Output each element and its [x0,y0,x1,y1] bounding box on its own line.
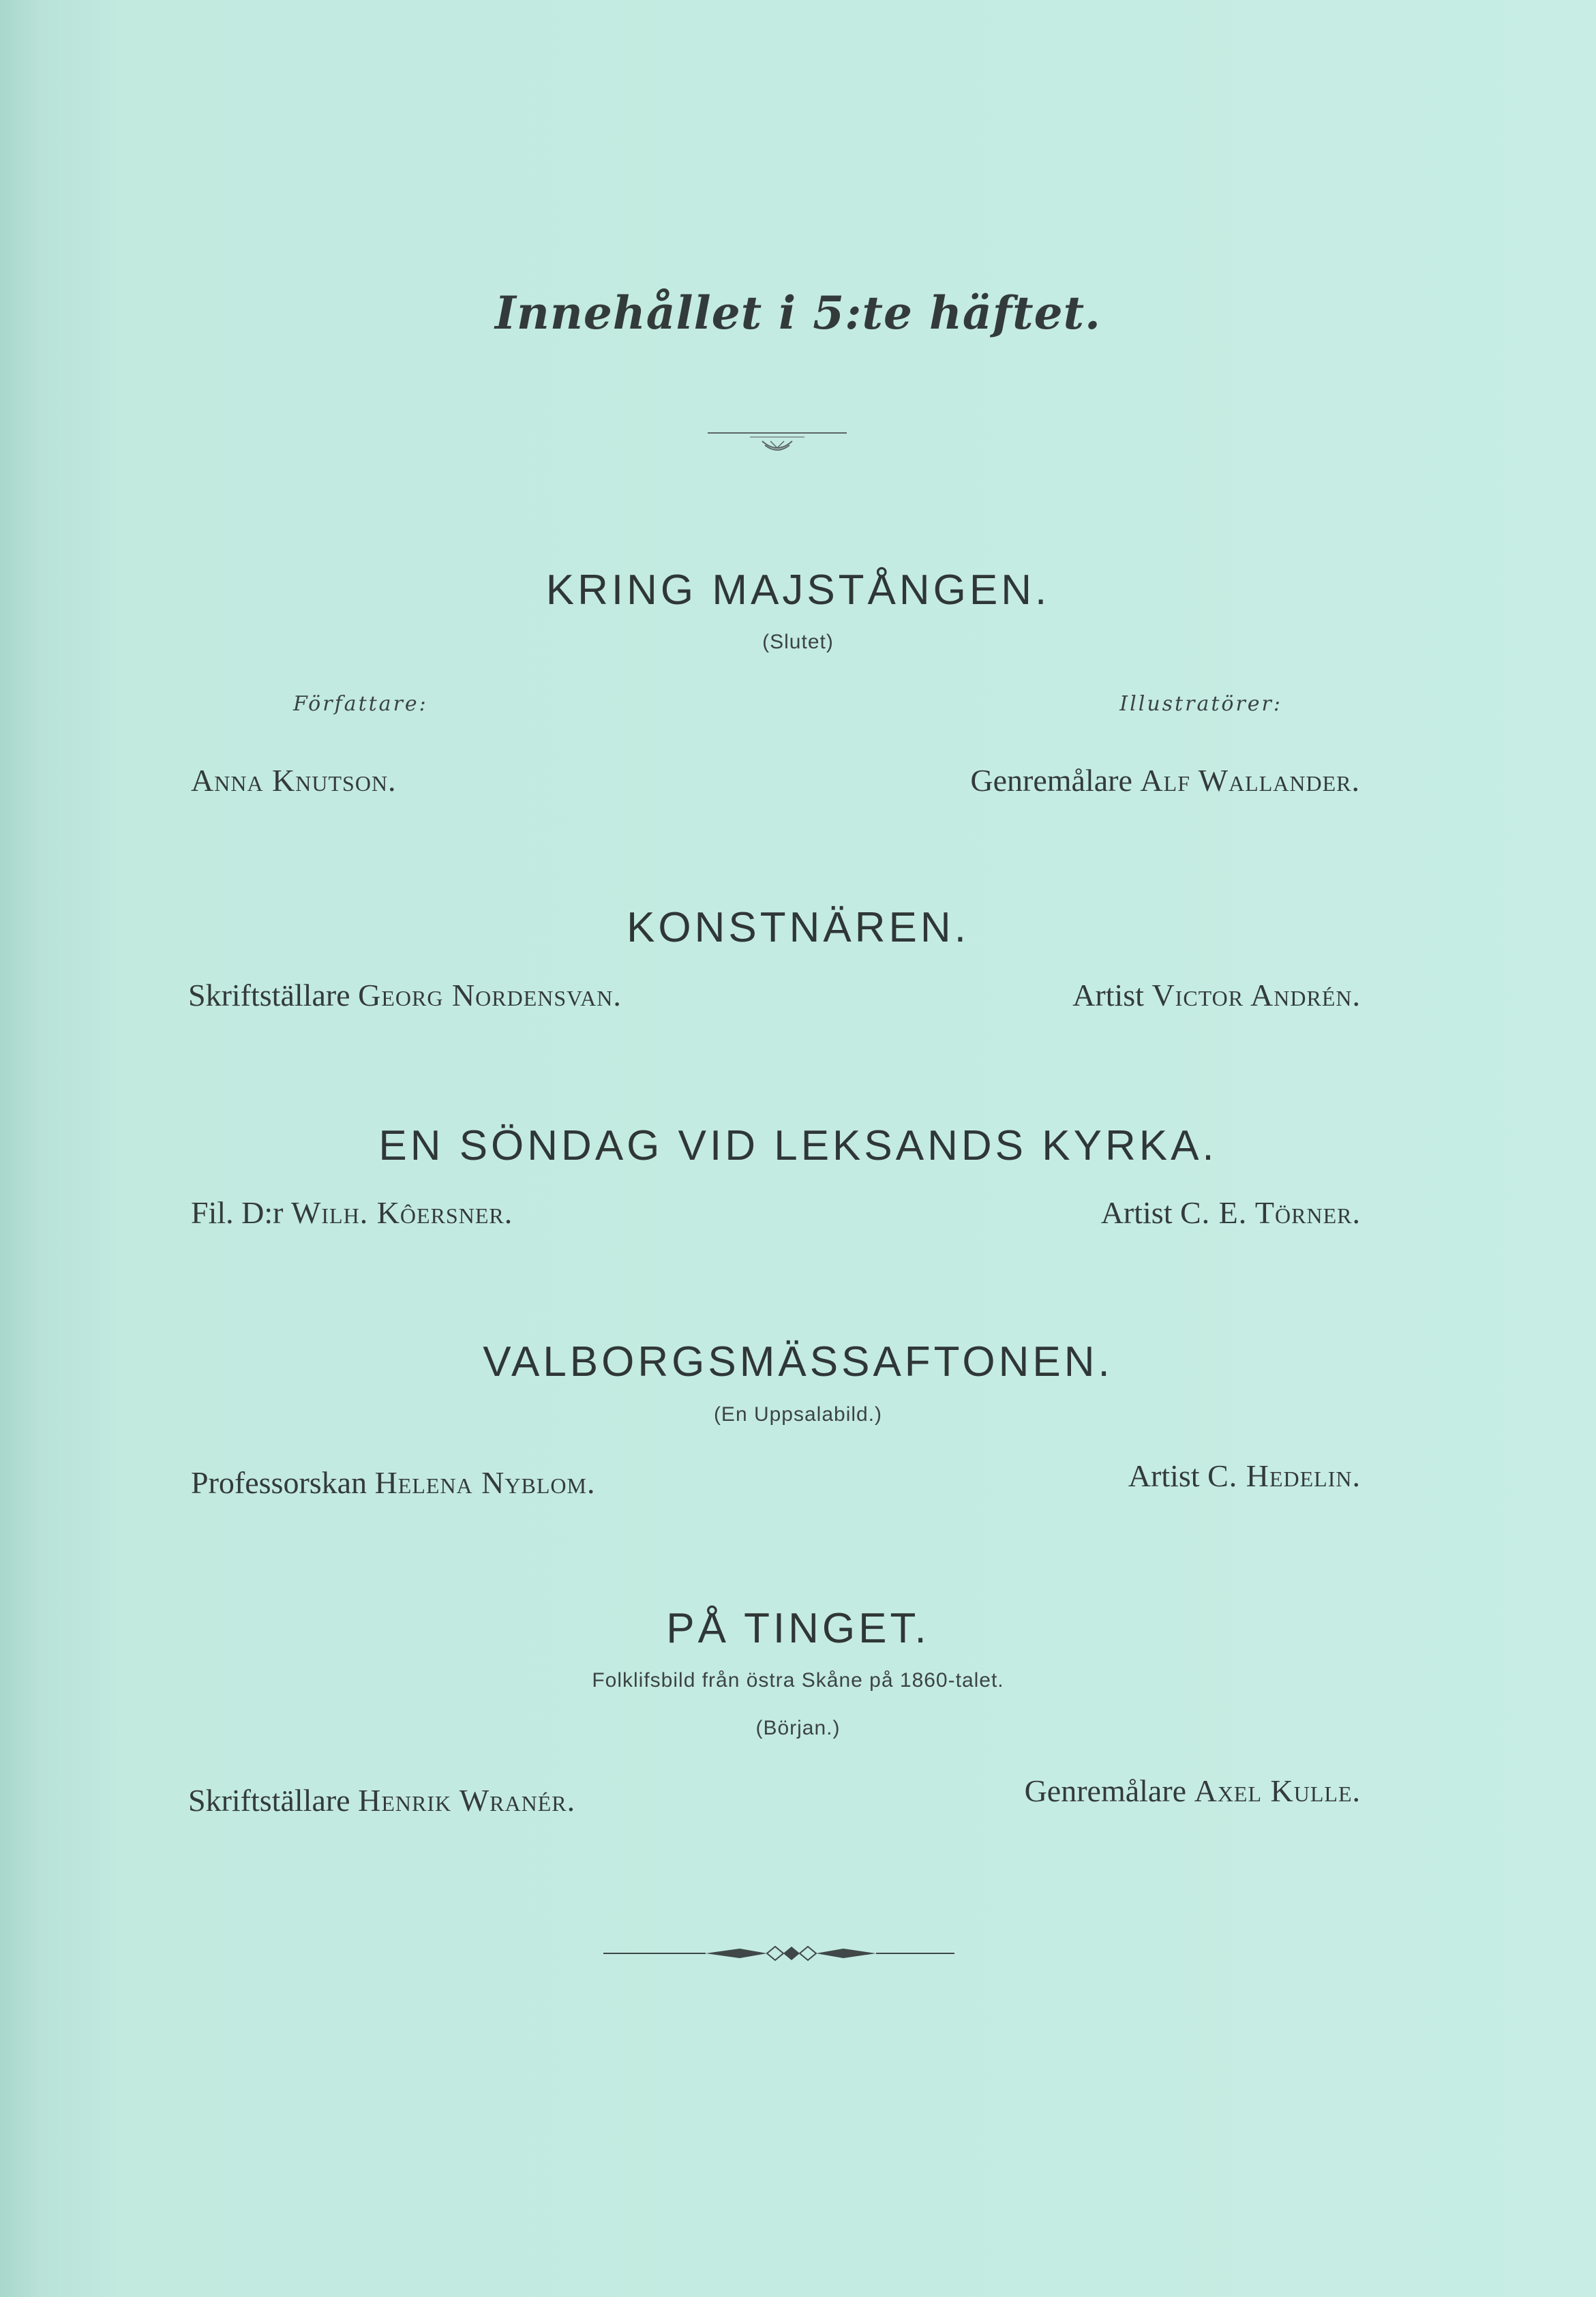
entry-3-illustrator [1101,1195,1361,1231]
entry-4-illustrator-prefix: Artist [1128,1458,1200,1493]
entry-2-author-prefix: Skriftställare [188,978,350,1012]
entry-1-subtitle: (Slutet) [762,631,834,653]
entry-1-illustrator [970,762,1360,798]
bottom-ornament-icon [603,1940,954,1967]
illustrator-role-label: Illustratörer: [1119,692,1282,716]
entry-3-illustrator-name: C. E. Törner. [1179,1195,1361,1230]
entry-3-illustrator-prefix: Artist [1100,1195,1173,1230]
entry-5-subtitle-2: (Början.) [755,1717,841,1739]
top-ornament-icon [702,426,852,460]
entry-1-author [191,762,397,798]
entry-5-illustrator-name: Axel Kulle. [1194,1773,1361,1808]
entry-4-author-prefix: Professorskan [191,1465,367,1500]
entry-1-illustrator-name: Alf Wallander. [1140,763,1360,798]
entry-1-title: KRING MAJSTÅNGEN. [545,567,1051,614]
page-heading: Innehållet i 5:te häftet. [494,286,1102,340]
entry-2-illustrator-prefix: Artist [1072,978,1144,1012]
entry-3-author [191,1195,513,1231]
entry-4-illustrator-name: C. Hedelin. [1207,1458,1361,1493]
entry-5-illustrator [1025,1773,1361,1809]
entry-2-illustrator [1072,977,1361,1013]
entry-2-title: KONSTNÄREN. [627,904,969,951]
entry-3-author-prefix: Fil. D:r [191,1195,284,1230]
entry-4-title: VALBORGSMÄSSAFTONEN. [483,1338,1113,1385]
author-role-label: Författare: [293,692,428,716]
entry-4-illustrator [1128,1458,1361,1494]
entry-5-author [188,1782,575,1818]
entry-4-subtitle: (En Uppsalabild.) [713,1403,883,1426]
entry-2-illustrator-name: Victor Andrén. [1151,978,1361,1012]
entry-4-author-name: Helena Nyblom. [374,1465,596,1500]
entry-5-subtitle: Folklifsbild från östra Skåne på 1860-talet. [592,1669,1004,1692]
entry-5-author-name: Henrik Wranér. [358,1783,576,1818]
entry-4-author [191,1465,595,1501]
entry-1-illustrator-prefix: Genremålare [970,763,1132,798]
entry-1-author-name: Anna Knutson. [191,763,397,798]
entry-2-author [188,977,622,1013]
entry-3-title: EN SÖNDAG VID LEKSANDS KYRKA. [378,1122,1218,1169]
entry-5-author-prefix: Skriftställare [188,1783,350,1818]
entry-2-author-name: Georg Nordensvan. [358,978,622,1012]
entry-5-illustrator-prefix: Genremålare [1024,1773,1187,1808]
entry-5-title: PÅ TINGET. [666,1605,930,1652]
entry-3-author-name: Wilh. Kôersner. [290,1195,513,1230]
